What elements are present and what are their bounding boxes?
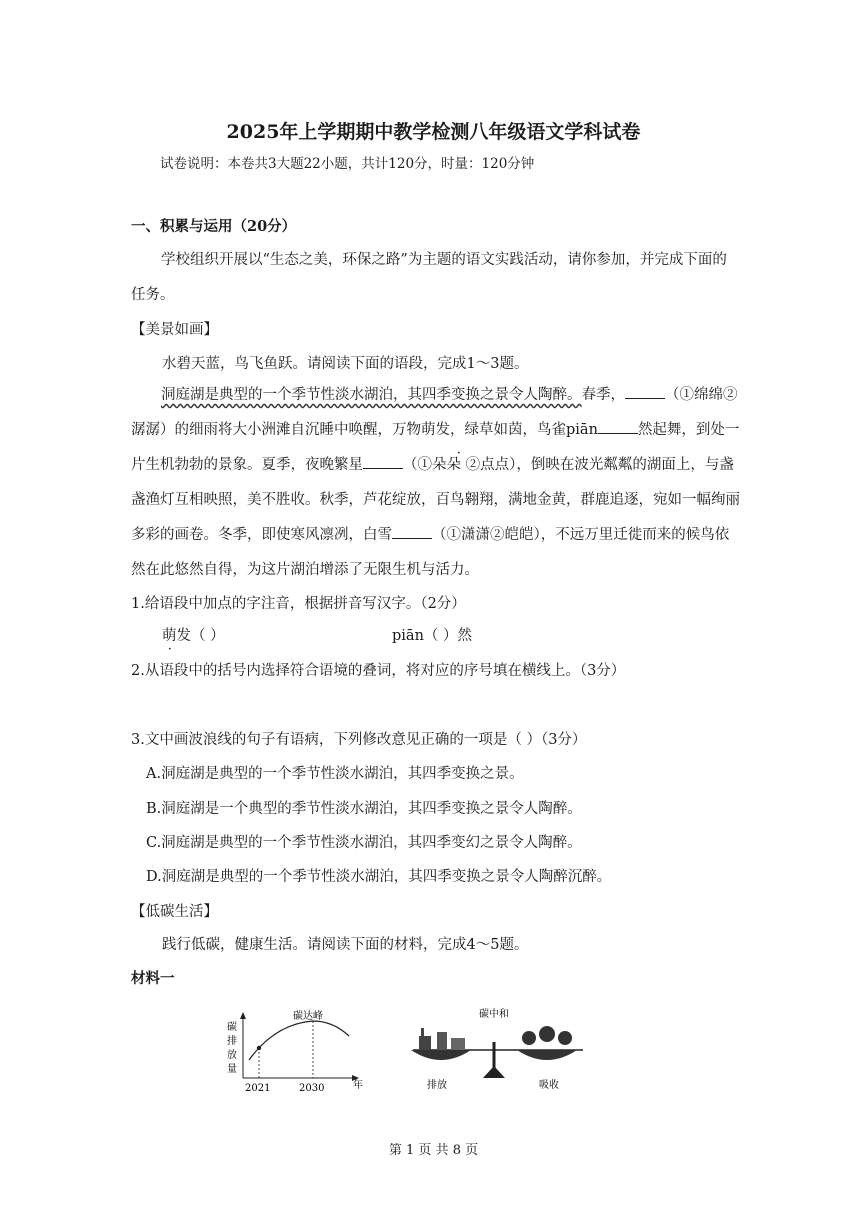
scale-base xyxy=(483,1066,505,1078)
tree-2 xyxy=(539,1026,555,1042)
exam-instructions: 试卷说明：本卷共3大题22小题，共计120分，时量：120分钟 xyxy=(160,156,535,172)
blank-3[interactable] xyxy=(363,454,403,469)
factory-chimney xyxy=(421,1028,424,1036)
factory-block xyxy=(419,1036,431,1050)
carbon-neutral-figure xyxy=(405,1004,595,1094)
question-2: 2.从语段中的括号内选择符合语境的叠词，将对应的序号填在横线上。（3分） xyxy=(131,663,626,679)
option-b[interactable]: B.洞庭湖是一个典型的季节性淡水湖泊，其四季变换之景令人陶醉。 xyxy=(146,801,582,817)
part2-intro: 践行低碳，健康生活。请阅读下面的材料，完成4～5题。 xyxy=(162,937,529,953)
part-heading-scenery: 【美景如画】 xyxy=(131,322,218,338)
right-pan xyxy=(517,1050,577,1060)
activity-intro: 学校组织开展以“生态之美，环保之路”为主题的语文实践活动，请你参加，并完成下面的任务。 xyxy=(131,252,727,303)
carbon-peak-figure xyxy=(215,1008,375,1098)
left-label: 排放 xyxy=(427,1080,447,1091)
neutral-label: 碳中和 xyxy=(479,1009,509,1020)
y-label-2: 排 xyxy=(227,1036,237,1047)
question-1: 1.给语段中加点的字注音，根据拼音写汉字。（2分） xyxy=(131,596,466,612)
wavy-sentence: 洞庭湖是典型的一个季节性淡水湖泊，其四季变换之景令人陶醉。 xyxy=(161,387,582,403)
y-label-1: 碳 xyxy=(227,1022,237,1033)
option-c[interactable]: C.洞庭湖是典型的一个季节性淡水湖泊，其四季变幻之景令人陶醉。 xyxy=(146,835,582,851)
factory-tower xyxy=(437,1032,447,1050)
q1-item-b[interactable]: piān（ ）然 xyxy=(392,628,473,644)
blank-4[interactable] xyxy=(392,524,432,539)
blank-1[interactable] xyxy=(625,384,665,399)
page-footer: 第 1 页 共 8 页 xyxy=(388,1143,479,1158)
emission-curve xyxy=(249,1021,349,1060)
question-3: 3.文中画波浪线的句子有语病，下列修改意见正确的一项是（ ）（3分） xyxy=(131,732,587,748)
q1-item-a[interactable]: 萌发（ ） xyxy=(162,628,225,644)
option-d[interactable]: D.洞庭湖是典型的一个季节性淡水湖泊，其四季变换之景令人陶醉沉醉。 xyxy=(146,869,612,885)
y-label-3: 放 xyxy=(227,1050,237,1061)
tree-3 xyxy=(558,1031,572,1045)
dotted-char: 萌 · xyxy=(421,422,436,438)
reading-passage: 洞庭湖是典型的一个季节性淡水湖泊，其四季变换之景令人陶醉。春季， （①绵绵②潺潺）的细雨将大小洲滩自沉睡中唤醒，万物萌 ·发，绿草如茵，鸟雀piān 然起舞，到处一片生机勃勃的景象。夏季，夜晚繁星 （①朵朵 ②点点），倒映在波光粼粼的湖面上，与盏盏渔灯互相映照，美不胜收。秋季，芦花绽放，百鸟翱翔，满地金黄，群鹿追逐，宛如一幅绚丽多彩的画卷。冬季，即使寒风凛冽，白雪 （①潇潇②皑皑），不远万里迁徙而来的候鸟依然在此悠然自得，为这片湖泊增添了无限生机与活力。 xyxy=(131,378,741,588)
blank-2[interactable] xyxy=(598,419,638,434)
part1-intro: 水碧天蓝，鸟飞鱼跃。请阅读下面的语段，完成1～3题。 xyxy=(162,356,529,372)
x-tick-2030: 2030 xyxy=(299,1083,325,1094)
section-heading: 一、积累与运用（20分） xyxy=(131,218,297,235)
page-title: 2025年上学期期中教学检测八年级语文学科试卷 xyxy=(226,121,641,143)
x-unit: 年 xyxy=(353,1080,363,1091)
material-1-label: 材料一 xyxy=(131,970,175,987)
left-pan xyxy=(411,1050,471,1060)
peak-label: 碳达峰 xyxy=(293,1011,323,1022)
factory-shed xyxy=(451,1038,465,1050)
part-heading-lowcarbon: 【低碳生活】 xyxy=(131,904,218,920)
right-label: 吸收 xyxy=(539,1080,559,1091)
option-a[interactable]: A.洞庭湖是典型的一个季节性淡水湖泊，其四季变换之景。 xyxy=(146,766,524,782)
tree-1 xyxy=(522,1031,536,1045)
y-axis-arrow xyxy=(240,1012,246,1019)
y-label-4: 量 xyxy=(227,1064,237,1075)
x-tick-2021: 2021 xyxy=(245,1083,271,1094)
